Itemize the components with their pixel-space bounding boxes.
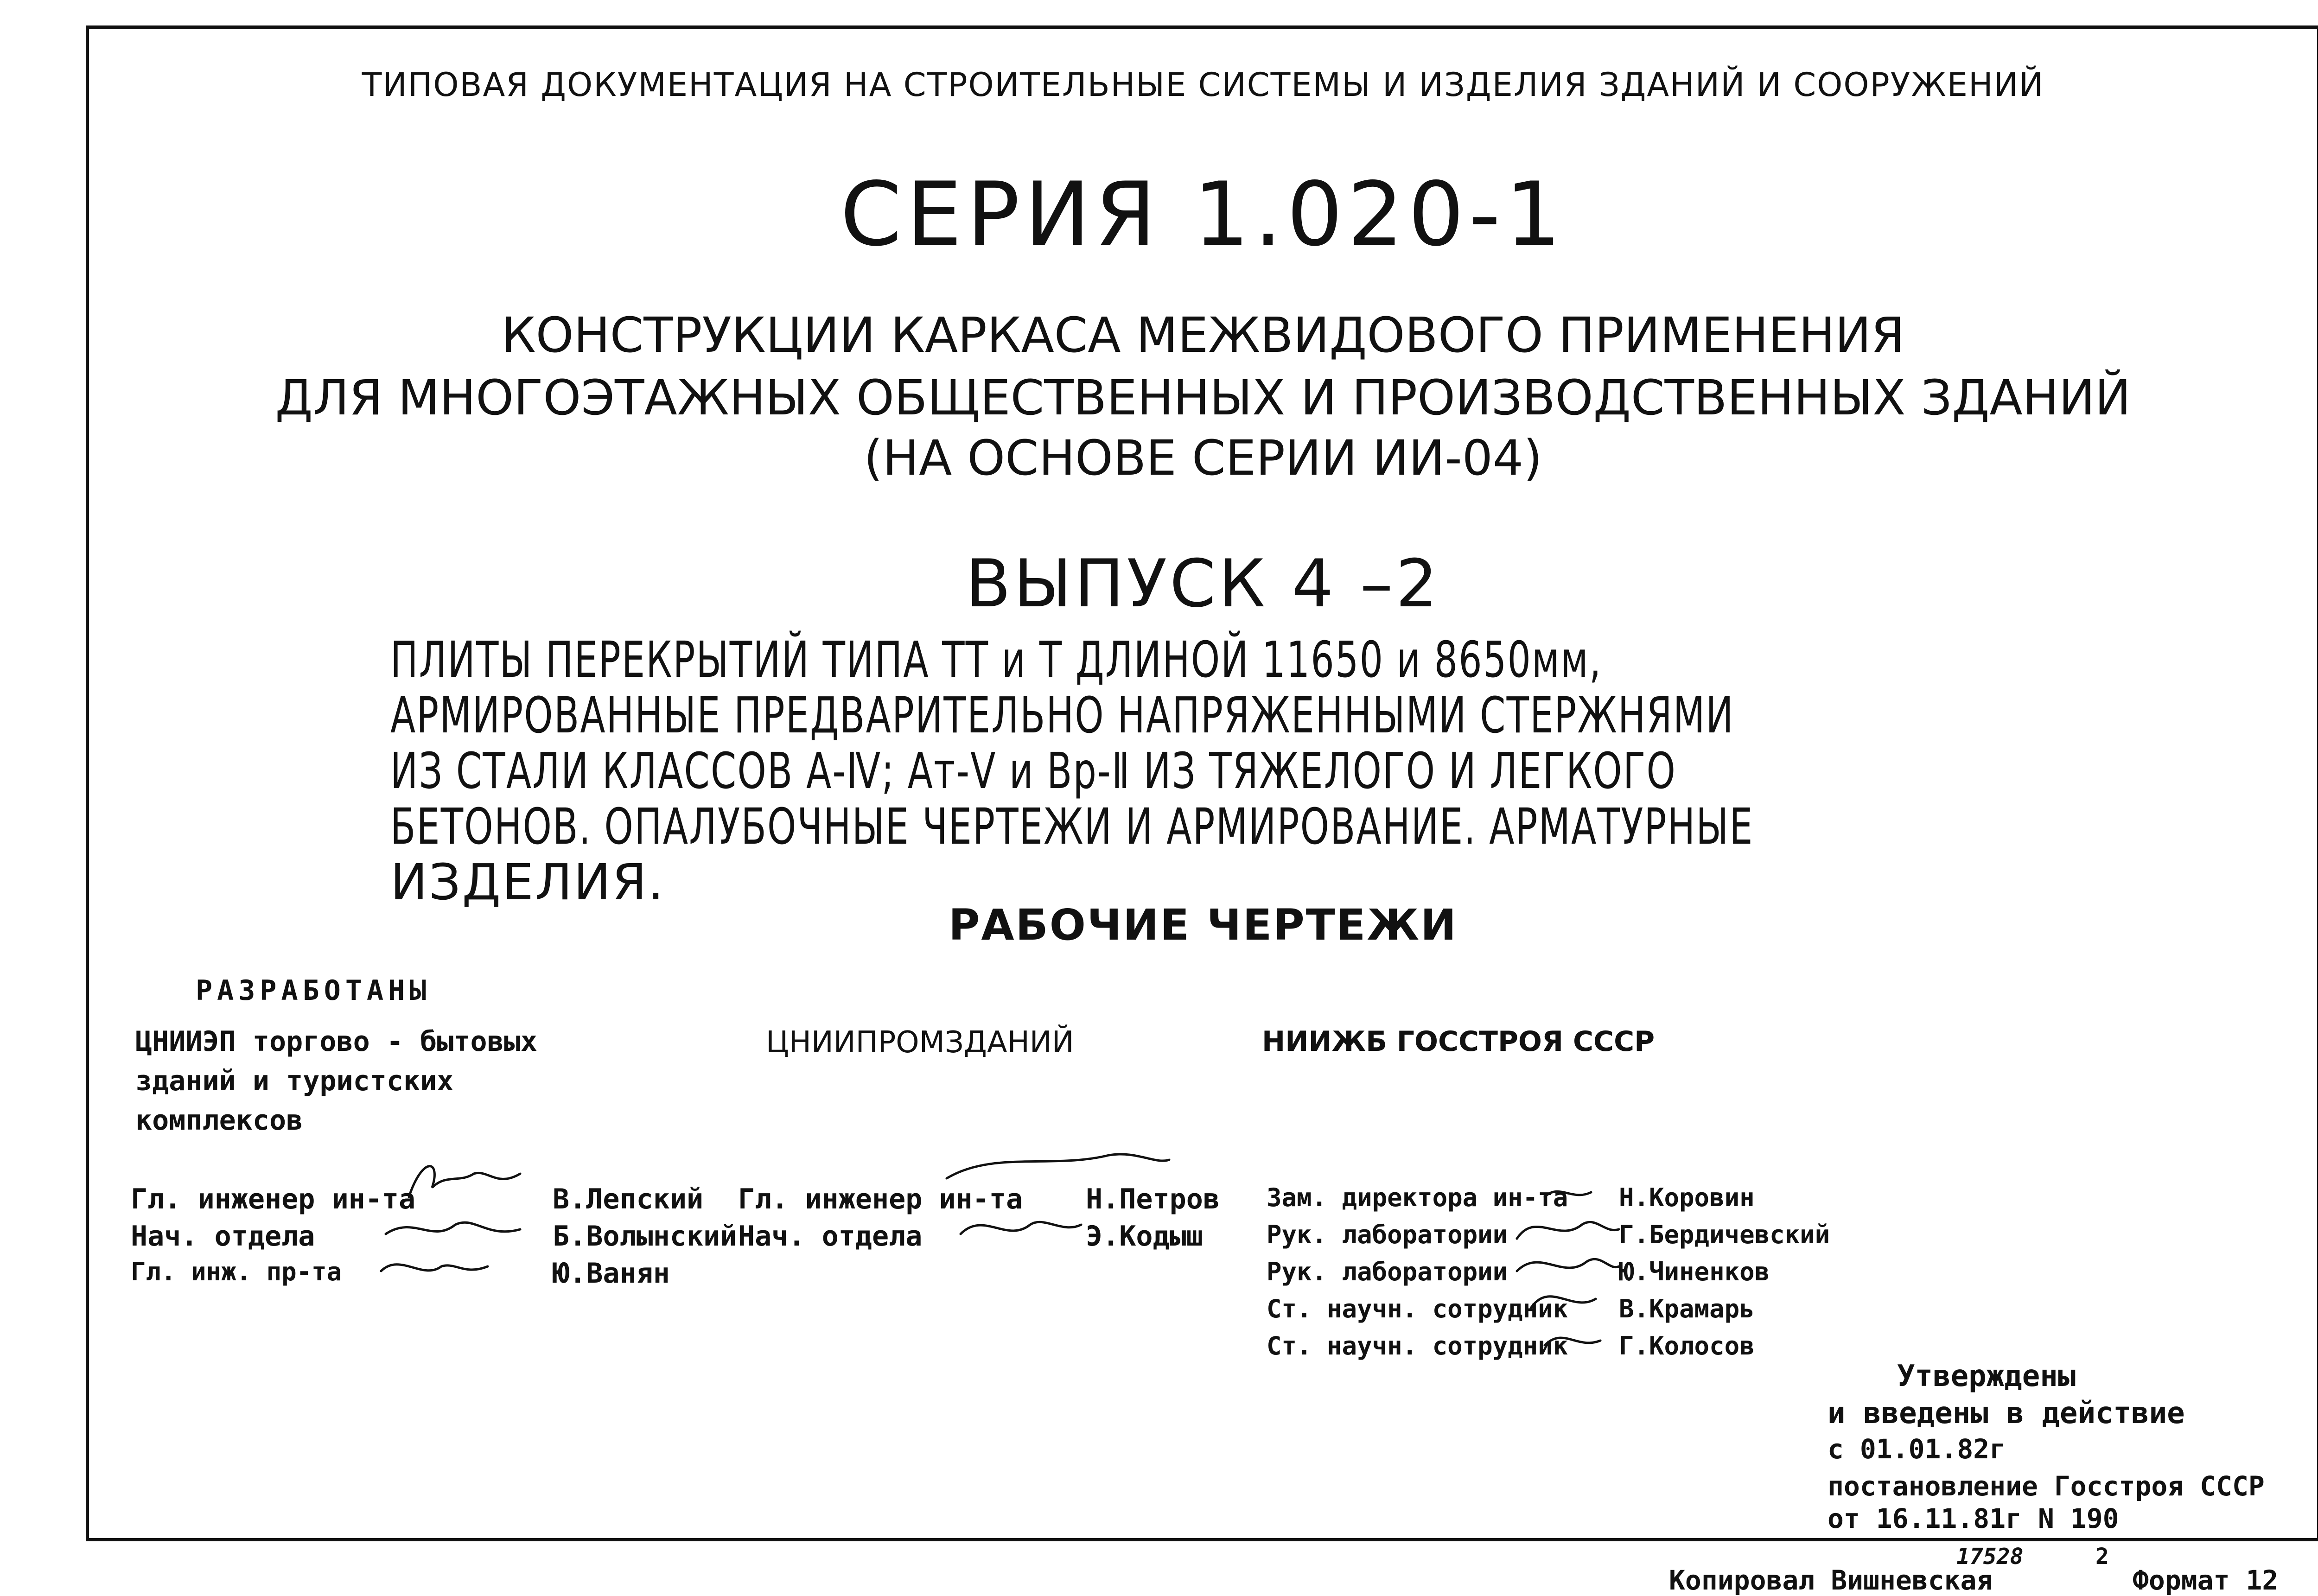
signature-korovin — [1545, 1191, 1591, 1197]
staff3-role-3: Рук. лаборатории — [1267, 1257, 1508, 1286]
series-title: СЕРИЯ 1.020-1 — [840, 163, 1566, 266]
staff1-role-1: Гл. инженер ин-та — [131, 1183, 416, 1215]
staff3-name-1: Н.Коровин — [1619, 1183, 1755, 1212]
footer-sheet: 2 — [2095, 1544, 2109, 1570]
footer-number: 17528 — [1956, 1544, 2024, 1570]
description-line-3: ИЗ СТАЛИ КЛАССОВ А-Ⅳ; Ат-Ⅴ и Вр-Ⅱ ИЗ ТЯЖЕЛОГО И ЛЕГКОГО — [390, 743, 1677, 800]
footer-format: Формат 12 — [2133, 1564, 2279, 1596]
approval-line-2: и введены в действие — [1828, 1396, 2185, 1431]
issue-number: ВЫПУСК 4 –2 — [966, 546, 1440, 622]
org1-line-3: комплексов — [135, 1104, 303, 1137]
description-line-5: ИЗДЕЛИЯ. — [390, 854, 665, 911]
staff3-name-4: В.Крамарь — [1619, 1294, 1755, 1323]
title-line-2: ДЛЯ МНОГОЭТАЖНЫХ ОБЩЕСТВЕННЫХ И ПРОИЗВОДСТВЕННЫХ ЗДАНИЙ — [275, 369, 2131, 426]
documentation-heading: ТИПОВАЯ ДОКУМЕНТАЦИЯ НА СТРОИТЕЛЬНЫЕ СИСТЕМЫ И ИЗДЕЛИЯ ЗДАНИЙ И СООРУЖЕНИЙ — [362, 66, 2044, 104]
signature-berdichevsky — [1517, 1222, 1619, 1239]
staff3-role-2: Рук. лаборатории — [1267, 1220, 1508, 1249]
signature-marks — [89, 29, 2317, 1538]
org2-name: ЦНИИПРОМЗДАНИЙ — [766, 1025, 1074, 1060]
staff3-role-1: Зам. директора ин-та — [1267, 1183, 1568, 1212]
approval-line-1: Утверждены — [1897, 1359, 2076, 1393]
description-line-2: АРМИРОВАННЫЕ ПРЕДВАРИТЕЛЬНО НАПРЯЖЕННЫМИ СТЕРЖНЯМИ — [390, 687, 1734, 744]
staff3-role-4: Ст. научн. сотрудник — [1267, 1294, 1568, 1323]
org1-line-1: ЦНИИЭП торгово - бытовых — [135, 1025, 537, 1058]
working-drawings-label: РАБОЧИЕ ЧЕРТЕЖИ — [948, 900, 1458, 950]
staff1-name-3: Ю.Ванян — [553, 1257, 670, 1290]
signature-petrov — [947, 1154, 1169, 1178]
title-line-3: (НА ОСНОВЕ СЕРИИ ИИ-04) — [864, 430, 1542, 486]
title-line-1: КОНСТРУКЦИИ КАРКАСА МЕЖВИДОВОГО ПРИМЕНЕНИЯ — [501, 307, 1905, 363]
staff3-name-5: Г.Колосов — [1619, 1331, 1755, 1361]
staff1-role-2: Нач. отдела — [131, 1220, 315, 1253]
signature-lepsky — [409, 1166, 520, 1197]
staff2-role-1: Гл. инженер ин-та — [738, 1183, 1023, 1215]
staff3-name-2: Г.Бердичевский — [1619, 1220, 1830, 1249]
signature-vanyan — [381, 1265, 488, 1271]
staff2-role-2: Нач. отдела — [738, 1220, 923, 1253]
signature-volynsky — [386, 1222, 520, 1234]
org3-name: НИИЖБ ГОССТРОЯ СССР — [1262, 1025, 1655, 1058]
org1-line-2: зданий и туристских — [135, 1065, 454, 1097]
staff2-name-1: Н.Петров — [1086, 1183, 1220, 1215]
developed-by-label: РАЗРАБОТАНЫ — [196, 974, 431, 1007]
signature-kramar — [1531, 1297, 1596, 1308]
approval-line-3: с 01.01.82г — [1828, 1433, 2006, 1465]
staff1-name-1: В.Лепский — [553, 1183, 704, 1215]
signature-kodysh — [961, 1222, 1081, 1234]
staff3-role-5: Ст. научн. сотрудник — [1267, 1331, 1568, 1361]
signature-chinenkov — [1517, 1259, 1619, 1271]
drawing-sheet-frame — [86, 25, 2318, 1541]
staff1-name-2: Б.Волынский — [553, 1220, 737, 1253]
staff1-role-3: Гл. инж. пр-та — [131, 1257, 342, 1286]
signature-kolosov — [1545, 1338, 1600, 1345]
footer-copied-by: Копировал Вишневская — [1669, 1564, 1993, 1596]
staff3-name-3: Ю.Чиненков — [1619, 1257, 1770, 1286]
description-line-4: БЕТОНОВ. ОПАЛУБОЧНЫЕ ЧЕРТЕЖИ И АРМИРОВАНИЕ. АРМАТУРНЫЕ — [390, 798, 1754, 856]
staff2-name-2: Э.Кодыш — [1086, 1220, 1203, 1253]
approval-line-5: от 16.11.81г N 190 — [1828, 1503, 2119, 1534]
description-line-1: ПЛИТЫ ПЕРЕКРЫТИЙ ТИПА ТТ и Т ДЛИНОЙ 11650 и 8650мм, — [390, 631, 1602, 689]
approval-line-4: постановление Госстроя СССР — [1828, 1470, 2265, 1502]
